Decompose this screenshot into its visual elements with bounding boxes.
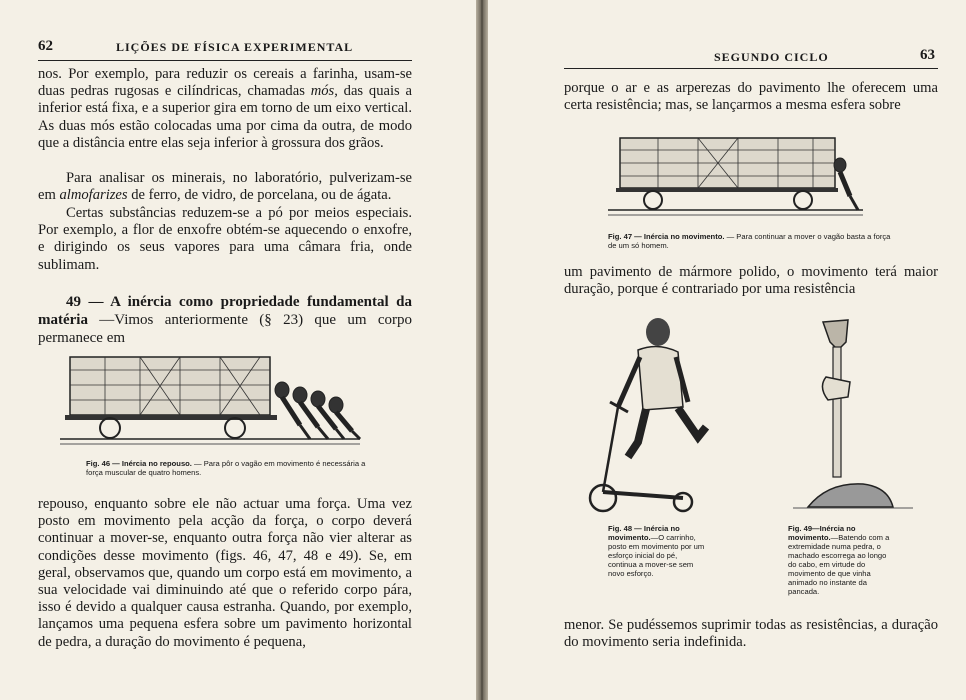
figure-49-caption: Fig. 49—Inércia no movimento.—Batendo com a extremidade numa pedra, o machado escorrega ao longo do cabo, em virtude do movimento de que vinha animado no instante da pancada. (788, 524, 890, 596)
paragraph-indefinite: menor. Se pudéssemos suprimir todas as resistências, a duração do movimento seria indefinida. (564, 617, 938, 651)
paragraph-marble: um pavimento de mármore polido, o movimento terá maior duração, porque é contrariado por uma resistência (564, 264, 938, 298)
header-rule-right (564, 68, 938, 69)
scooter-boy-illustration (588, 312, 718, 517)
paragraph-sulfur: Certas substâncias reduzem-se a pó por meios especiais. Por exemplo, a flor de enxofre obtém-se aquecendo o enxofre, e dirigindo os seus vapores para uma câmara fria, onde sublimam. (38, 205, 412, 273)
right-page (488, 0, 966, 700)
figure-46-wagon-pushed (60, 345, 380, 450)
figure-46-caption: Fig. 46 — Inércia no repouso. — Para pôr o vagão em movimento é necessária a força muscular de quatro homens. (86, 459, 366, 477)
page-number-left: 62 (38, 38, 53, 54)
paragraph-resistance: porque o ar e as arperezas do pavimento lhe oferecem uma certa resistência; mas, se lançarmos a mesma esfera sobre (564, 80, 938, 114)
header-rule-left (38, 60, 412, 61)
left-page (0, 0, 476, 700)
axe-illustration (788, 312, 918, 517)
figure-48-caption: Fig. 48 — Inércia no movimento.—O carrinho, posto em movimento por um esforço inicial do pé, continua a mover-se sem novo esforço. (608, 524, 705, 578)
running-head-right: SEGUNDO CICLO (714, 50, 829, 64)
wagon-push-illustration (60, 345, 380, 450)
wagon-moving-illustration (608, 130, 868, 225)
running-head-left: LIÇÕES DE FÍSICA EXPERIMENTAL (116, 40, 354, 54)
figure-48-scooter (588, 312, 718, 517)
figure-49-axe (788, 312, 918, 517)
paragraph-minerals: Para analisar os minerais, no laboratório, pulverizam-se em almofarizes de ferro, de vidro, de porcelana, ou de ágata. (38, 170, 412, 204)
book-gutter (476, 0, 488, 700)
paragraph-inertia: repouso, enquanto sobre ele não actuar uma força. Uma vez posto em movimento pela acção da força, o corpo deverá continuar a mover-se, enquanto outra força não vier alterar as condições desse movimento (figs. 46, 47, 48 e 49). Se, em geral, observamos que, quando um corpo está em movimento, a sua velocidade vai diminuindo até que o referido corpo pára, isso é devido a qualquer causa estranha. Quando, por exemplo, lançamos uma pequena esfera sobre um pavimento horizontal de pedra, a duração do movimento é pequena, (38, 496, 412, 650)
section-49-heading: 49 — A inércia como propriedade fundamental da matéria —Vimos anteriormente (§ 23) que um corpo permanece em (38, 294, 412, 346)
figure-47-wagon-moving (608, 130, 868, 225)
paragraph-mills: nos. Por exemplo, para reduzir os cereais a farinha, usam-se duas pedras rugosas e cilíndricas, chamadas mós, das quais a inferior está fixa, e a superior gira em torno de um eixo vertical. As duas mós estão colocadas uma por cima da outra, de modo que a distância entre elas seja inferior à grossura dos grãos. (38, 66, 412, 151)
page-number-right: 63 (920, 47, 935, 63)
figure-47-caption: Fig. 47 — Inércia no movimento. — Para continuar a mover o vagão basta a força de um só homem. (608, 232, 891, 250)
